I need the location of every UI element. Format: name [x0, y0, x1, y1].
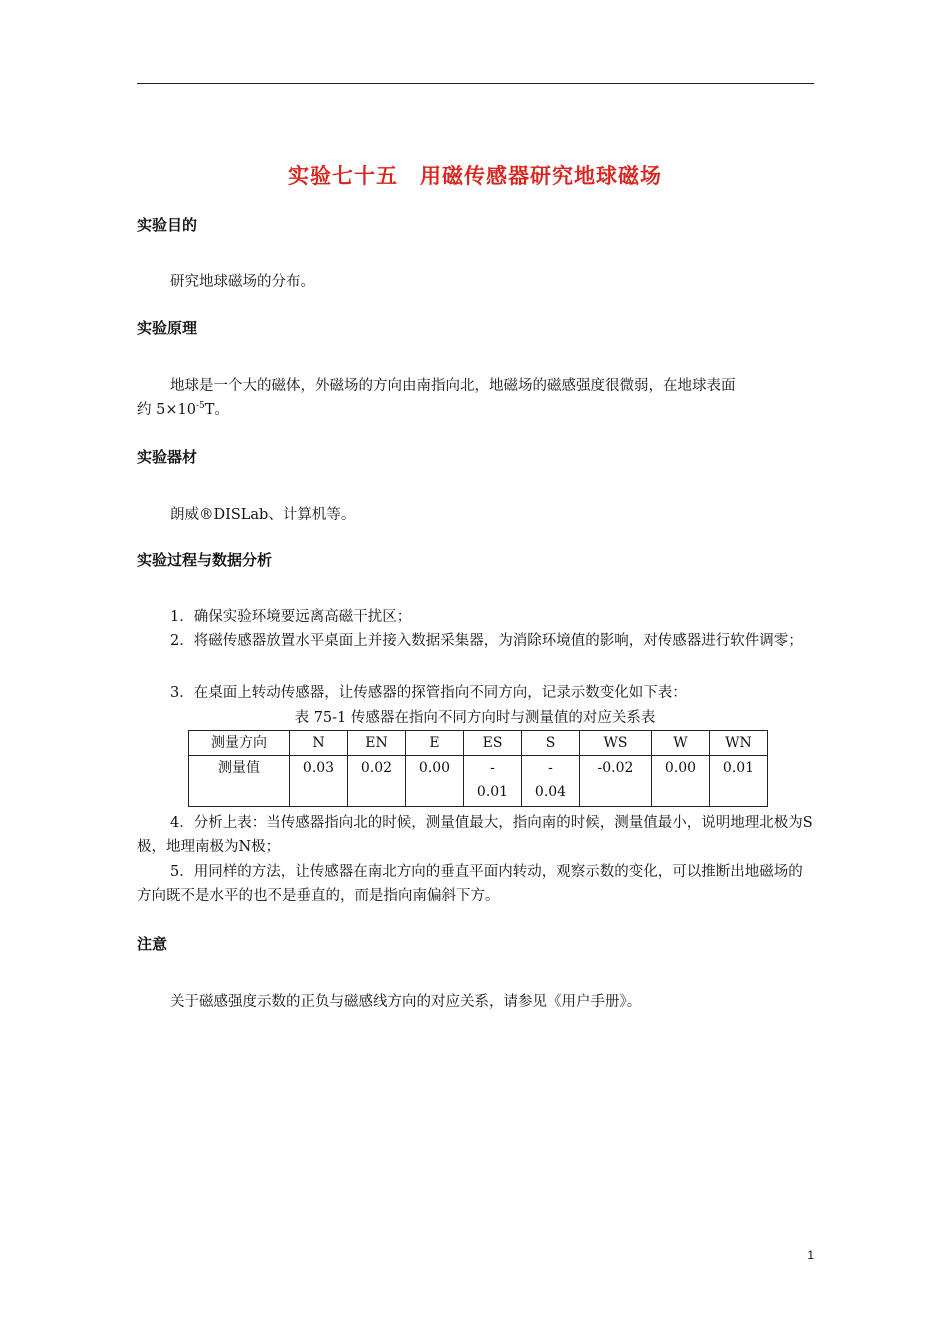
value-text: 0.00	[418, 760, 451, 776]
principle-paragraph	[137, 374, 814, 422]
header-cell: EN	[348, 731, 406, 756]
table-caption: 表 75-1 传感器在指向不同方向时与测量值的对应关系表	[294, 710, 656, 726]
exponent: -5	[195, 401, 205, 412]
value-cell	[406, 756, 464, 807]
value-text: 0.01	[476, 784, 509, 800]
header-cell: S	[522, 731, 580, 756]
notes-text: 关于磁感强度示数的正负与磁感线方向的对应关系，请参见《用户手册》。	[170, 994, 642, 1010]
table-header-row	[189, 731, 768, 756]
equipment-text: 朗威®DISLab、计算机等。	[170, 507, 356, 523]
principle-line-1: 地球是一个大的磁体，外磁场的方向由南指向北，地磁场的磁感强度很微弱，在地球表面	[170, 378, 736, 394]
row-label-cell: 测量值	[189, 756, 290, 807]
page-number: 1	[807, 1248, 814, 1262]
value-cell	[580, 756, 652, 807]
procedure-step-3: 3．在桌面上转动传感器，让传感器的探管指向不同方向，记录示数变化如下表：	[170, 685, 687, 701]
value-cell	[290, 756, 348, 807]
table-row	[189, 756, 768, 807]
header-cell: WS	[580, 731, 652, 756]
header-cell: 测量方向	[189, 731, 290, 756]
value-text: -	[490, 760, 495, 776]
value-cell	[348, 756, 406, 807]
heading-principle: 实验原理	[137, 319, 198, 337]
value-cell	[652, 756, 710, 807]
heading-equipment: 实验器材	[137, 448, 198, 466]
page-title: 实验七十五 用磁传感器研究地球磁场	[288, 164, 662, 188]
procedure-step-2: 2．将磁传感器放置水平桌面上并接入数据采集器，为消除环境值的影响，对传感器进行软件调零；	[170, 633, 803, 649]
heading-procedure: 实验过程与数据分析	[137, 551, 273, 569]
header-cell: WN	[710, 731, 768, 756]
header-cell: W	[652, 731, 710, 756]
heading-purpose: 实验目的	[137, 216, 198, 234]
value-text: 0.00	[664, 760, 697, 776]
principle-line-2-pre: 约 5×10	[137, 402, 196, 418]
principle-line-2-post: T。	[204, 402, 229, 418]
value-text: -	[548, 760, 553, 776]
purpose-text: 研究地球磁场的分布。	[170, 274, 315, 290]
principle-line-2	[137, 398, 814, 422]
header-cell: E	[406, 731, 464, 756]
header-rule	[137, 83, 814, 84]
header-cell: N	[290, 731, 348, 756]
value-text: 0.02	[360, 760, 393, 776]
data-table	[188, 730, 768, 807]
value-text: 0.04	[534, 784, 567, 800]
procedure-step-4: 4．分析上表：当传感器指向北的时候，测量值最大，指向南的时候，测量值最小，说明地理北极为S极，地理南极为N极；	[137, 815, 813, 855]
procedure-step-1: 1．确保实验环境要远离高磁干扰区；	[170, 609, 412, 625]
header-cell: ES	[464, 731, 522, 756]
value-cell	[710, 756, 768, 807]
value-text: -0.02	[597, 760, 634, 776]
procedure-step-5: 5．用同样的方法，让传感器在南北方向的垂直平面内转动，观察示数的变化，可以推断出地磁场的方向既不是水平的也不是垂直的，而是指向南偏斜下方。	[137, 864, 803, 904]
value-text: 0.03	[302, 760, 335, 776]
heading-notes: 注意	[137, 935, 168, 953]
value-cell	[464, 756, 522, 807]
value-text: 0.01	[722, 760, 755, 776]
value-cell	[522, 756, 580, 807]
